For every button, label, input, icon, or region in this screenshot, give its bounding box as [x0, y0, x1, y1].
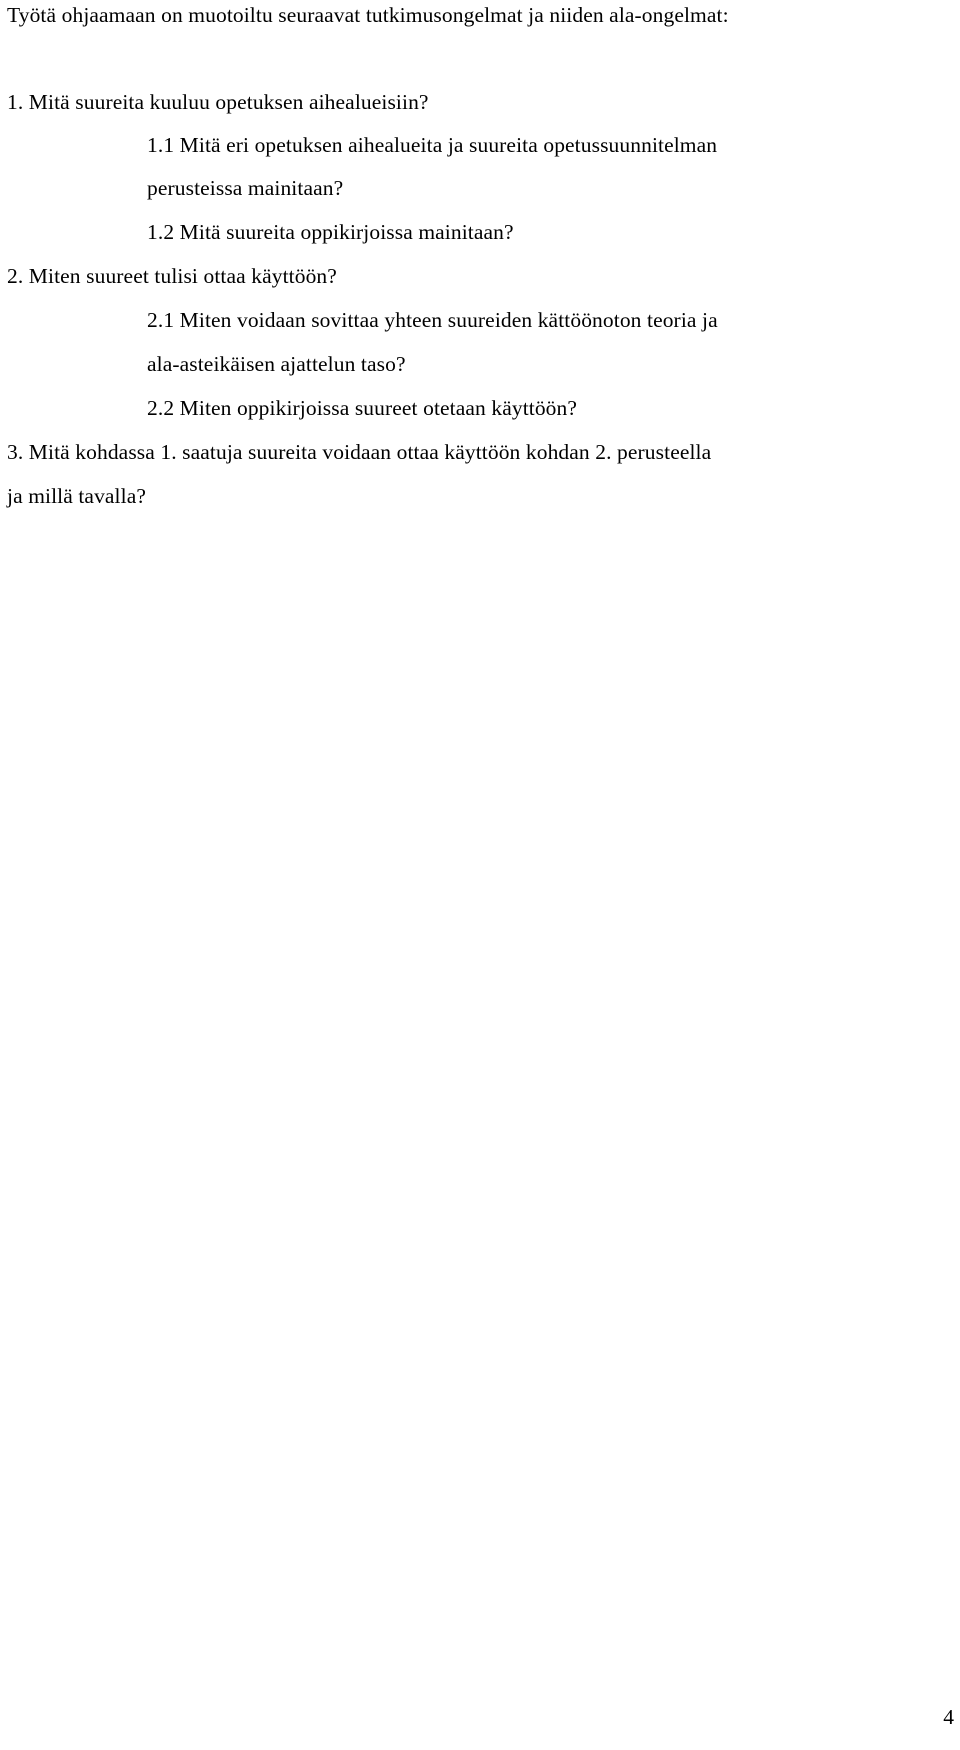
research-question-3-line-1: 3. Mitä kohdassa 1. saatuja suureita voidaan ottaa käyttöön kohdan 2. perusteella — [7, 440, 712, 464]
subquestion-2-1-line-1: 2.1 Miten voidaan sovittaa yhteen suureiden kättöönoton teoria ja — [147, 308, 718, 332]
subquestion-1-2: 1.2 Mitä suureita oppikirjoissa mainitaan? — [147, 220, 514, 244]
subquestion-1-1-line-2: perusteissa mainitaan? — [147, 176, 344, 200]
subquestion-1-1-line-1: 1.1 Mitä eri opetuksen aihealueita ja suureita opetussuunnitelman — [147, 133, 718, 157]
subquestion-2-2: 2.2 Miten oppikirjoissa suureet otetaan käyttöön? — [147, 396, 578, 420]
research-question-3-line-2: ja millä tavalla? — [7, 484, 146, 508]
research-question-1: 1. Mitä suureita kuuluu opetuksen aihealueisiin? — [7, 90, 429, 114]
research-question-2: 2. Miten suureet tulisi ottaa käyttöön? — [7, 264, 337, 288]
subquestion-2-1-line-2: ala-asteikäisen ajattelun taso? — [147, 352, 406, 376]
intro-text: Työtä ohjaamaan on muotoiltu seuraavat tutkimusongelmat ja niiden ala-ongelmat: — [7, 3, 729, 27]
page-number: 4 — [943, 1705, 954, 1729]
